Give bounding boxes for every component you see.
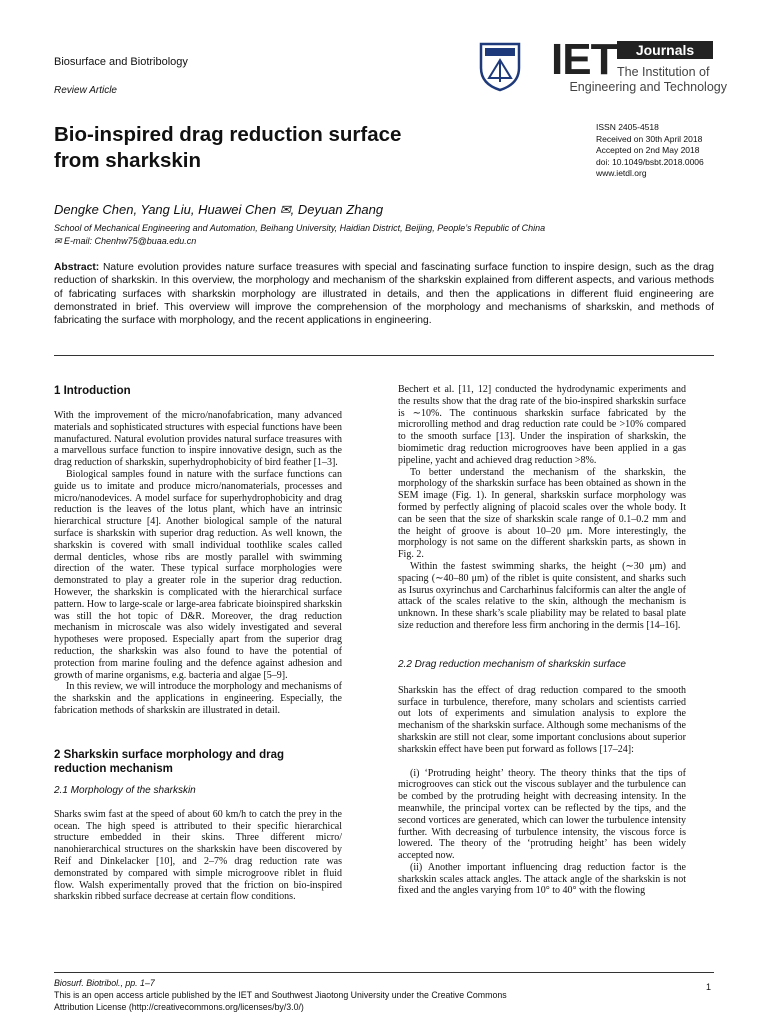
abstract-text: Nature evolution provides nature surface treasures with special and fascinating surface function to inspire design, such as the drag reduction of sharkskin. In this overview, the morphology and mechanism of the sharkskin explained from different aspects, and various methods of fabricating surfaces with sharkskin morphology are illustrated in details, and then the applications in different fluid engineering are demonstrated in brief. This overview will improve the comprehension of the morphology and mechanisms of sharkskin, and methods of fabricating the surface with morphology, and the recent applications in engineering. xyxy=(54,262,714,327)
section-2-heading xyxy=(54,748,342,776)
received-date: Received on 30th April 2018 xyxy=(596,133,703,144)
journal-name: Biosurface and Biotribology xyxy=(54,56,188,68)
issn: ISSN 2405-4518 xyxy=(596,122,659,132)
paper-title xyxy=(54,122,484,174)
iet-institution-line2: Engineering and Technology xyxy=(569,80,727,94)
accepted-date: Accepted on 2nd May 2018 xyxy=(596,145,700,155)
morphology-paragraph-1: Sharks swim fast at the speed of about 60 km/h to catch the prey in the ocean. The high speed is attributed to their specific hierarchical structure embedded in their skins. Three different micro/ nanohierarchical structures on the sharkskin have been discovered by Reif and Dinkelacker [10], and 2–7% drag reduction rate was demonstrated by compared with simple microgroove riblet in fluid flow. Walsh experimentally proved that the friction on bio-inspired sharkskin ribbed surface decrease at certain flow conditions. xyxy=(54,808,342,903)
footer-license-line1: This is an open access article published by the IET and Southwest Jiaotong University under the Creative Commons xyxy=(54,989,507,1000)
section-2-2-heading: 2.2 Drag reduction mechanism of sharkskin surface xyxy=(398,658,626,670)
intro-paragraph-3: In this review, we will introduce the morphology and mechanisms of the sharkskin and the applications in engineering. Especially, the fabrication methods of sharkskin are illustrated in detail. xyxy=(54,681,342,716)
abstract-label: Abstract: xyxy=(54,262,100,273)
intro-paragraph-2: Biological samples found in nature with the surface functions can guide us to imitate and produce micro/nanomaterials, processes and micro/nanodevices. A model surface for superhydrophobicity and drag reduction is the leaves of the lotus plant, which have an intrinsic hierarchical structure [4]. Another biological sample of the natural surface is sharkskin with superior drag reduction. As well known, the sharkskin is covered with small individual toothlike scales called dermal denticles, whose ribs are mostly parallel with swimming direction of the water. These typical surface morphologies were demonstrated to play a greater role in the superior drag reduction. However, the sharkskin is complicated with the hierarchical surface pattern. How to large-scale or large-area fabricate bioinspired sharkskin was still the hot topic of D&R. Moreover, the drag reduction mechanism in microscale was also widely investigated and several hypotheses were proposed. Especially apart from the superior drag reduction, the sharkskin was also found to have the potential of protection from marine fouling and the defence against adhesion and growth of marine organisms, e.g. bacteria and algae [5–9]. xyxy=(54,468,342,681)
section-1-heading: 1 Introduction xyxy=(54,385,131,397)
right-paragraph-2: To better understand the mechanism of the sharkskin, the morphology of the sharkskin surface has been obtained as shown in the SEM image (Fig. 1). In general, sharkskin surface morphology was formed by perfectly aligning of placoid scales over the whole body. It can be seen that the size of sharkskin scale range of 0.1–0.2 mm and the height of groove is about 10–20 μm. More interestingly, the morphology is not same on the different sharkskin parts, as shown in Fig. 2. xyxy=(398,466,686,561)
iet-logo-letters: IET xyxy=(551,35,617,84)
mechanism-item-1: (i) ‘Protruding height’ theory. The theory thinks that the tips of microgrooves can stick out the viscous sublayer and the turbulence can be combed by the protruding height with decreasing intensity. In the meanwhile, the principal vortex can be reflected by the tips, and the second vortices are generated, which can lower the turbulence intensity further. With decreasing of turbulence intensity, the viscous force is lowered. The theory of the ‘protruding height’ has been widely accepted now. xyxy=(398,767,686,862)
mechanism-item-2: (ii) Another important influencing drag reduction factor is the sharkskin scales attack angles. The attack angle of the sharkskin is not fixed and the angles varying from 10° to 40° with the flowing xyxy=(398,861,686,897)
section-2-1-heading: 2.1 Morphology of the sharkskin xyxy=(54,784,196,796)
website-link[interactable]: www.ietdl.org xyxy=(596,168,647,178)
header-divider xyxy=(54,355,714,356)
right-paragraph-3: Within the fastest swimming sharks, the height (∼30 μm) and spacing (∼40–80 μm) of the riblet is quite consistent, and sharks such as Isurus oxyrinchus and Carcharhinus falciformis can alter the angle of attack of the scales relative to the skin, although the mechanism is unknown. In these shark’s scale pliability may be related to basal plate size reduction and therefore less firm anchoring in the dermis [14–16]. xyxy=(398,560,686,631)
contact-email[interactable]: ✉ E-mail: Chenhw75@buaa.edu.cn xyxy=(54,235,197,246)
section-2-heading-line2: reduction mechanism xyxy=(54,762,173,775)
abstract xyxy=(54,261,714,327)
footer-divider xyxy=(54,972,714,973)
intro-paragraph-1: With the improvement of the micro/nanofabrication, many advanced materials and sophisticated structures with especial functions have been manufactured. Natural evolution provides natural surface treasures with a marvellous surface function to inspire innovative design, such as the drag reduction of sharkskin, superhydrophobicity of bird feather [1–3]. xyxy=(54,410,342,469)
left-column xyxy=(54,384,342,903)
doi[interactable]: doi: 10.1049/bsbt.2018.0006 xyxy=(596,156,704,167)
iet-institution-name xyxy=(569,65,727,95)
iet-institution-line1: The Institution of xyxy=(617,65,710,79)
title-line-2: from sharkskin xyxy=(54,149,201,172)
article-type: Review Article xyxy=(54,85,117,96)
title-line-1: Bio-inspired drag reduction surface xyxy=(54,123,402,146)
affiliation-block xyxy=(54,222,714,247)
right-column xyxy=(398,384,686,897)
university-seal-logo xyxy=(475,38,525,92)
right-paragraph-1: Bechert et al. [11, 12] conducted the hydrodynamic experiments and the results show that the drag rate of the bio-inspired sharkskin surface is ∼10%. The continuous sharkskin surface fabricated by the microrolling method and drag reduction rate could be >10% compared to the smooth surface [13]. Under the inspiration of sharkskin, the biomimetic drag reduction microgrooves have been applied in a gas pipeline, yacht and achieved drag reduction >8%. xyxy=(398,384,686,466)
author-list: Dengke Chen, Yang Liu, Huawei Chen ✉, Deyuan Zhang xyxy=(54,202,384,217)
article-meta xyxy=(596,122,704,180)
iet-journals-banner: Journals xyxy=(617,41,713,59)
footer-block xyxy=(54,978,654,1013)
footer-license-line2: Attribution License (http://creativecommons.org/licenses/by/3.0/) xyxy=(54,1001,304,1012)
page-number: 1 xyxy=(706,982,712,992)
mechanism-paragraph-1: Sharkskin has the effect of drag reduction compared to the smooth surface in turbulence, therefore, many scholars and scientists carried out lots of experiments and simulation analysis to explore the mechanism of the sharkskin surface. Although some mechanisms of the sharkskin are still not clear, some important conclusions about superior sharkskin effect have been put forward as follows [17–24]: xyxy=(398,684,686,755)
affiliation: School of Mechanical Engineering and Automation, Beihang University, Haidian District, Beijing, People’s Republic of China xyxy=(54,223,546,233)
section-2-heading-line1: 2 Sharkskin surface morphology and drag xyxy=(54,748,285,761)
footer-citation: Biosurf. Biotribol., pp. 1–7 xyxy=(54,978,155,988)
